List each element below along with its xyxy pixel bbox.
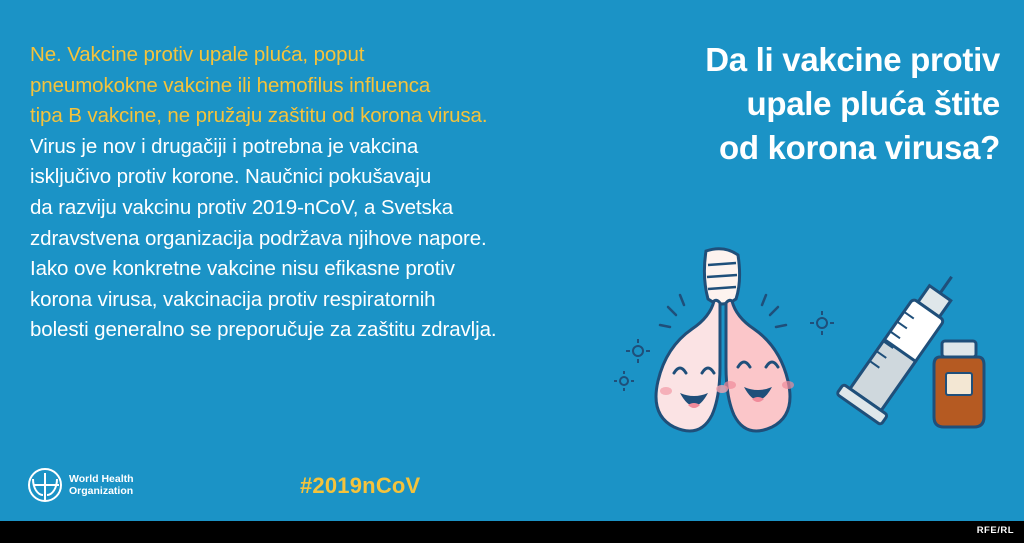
rferl-watermark: RFE/RL [976, 525, 1014, 536]
who-emblem-leaf-right [47, 479, 58, 496]
who-logo-line-1: World Health [69, 473, 134, 485]
body-line-highlight-3: tipa B vakcine, ne pružaju zaštitu od korona virusa. [30, 104, 488, 128]
body-line-highlight-2: pneumokokne vakcine ili hemofilus influenca [30, 73, 431, 97]
lungs-icon [656, 249, 794, 431]
virus-particle-icon [614, 311, 834, 391]
who-emblem-icon [28, 468, 62, 502]
who-logo-text [69, 473, 134, 497]
body-line-4: zdravstvena organizacija podržava njihove napore. [30, 226, 487, 250]
who-logo-line-2: Organization [69, 485, 134, 497]
medicine-bottle-icon [934, 341, 984, 427]
hashtag: #2019nCoV [300, 473, 421, 498]
body-line-5: Iako ove konkretne vakcine nisu efikasne protiv [30, 257, 455, 281]
headline [628, 38, 1000, 170]
body-line-7: bolesti generalno se preporučuje za zaštitu zdravlja. [30, 318, 497, 342]
body-copy [30, 40, 620, 346]
headline-line-2: upale pluća štite [746, 85, 1000, 122]
body-line-6: korona virusa, vakcinacija protiv respiratornih [30, 287, 436, 311]
body-line-2: isključivo protiv korone. Naučnici pokušavaju [30, 165, 432, 189]
headline-line-3: od korona virusa? [719, 129, 1000, 166]
body-line-1: Virus je nov i drugačiji i potrebna je vakcina [30, 134, 419, 158]
who-emblem-leaf-left [32, 479, 43, 496]
body-line-highlight-1: Ne. Vakcine protiv upale pluća, poput [30, 43, 365, 66]
smiling-lungs-syringe-medicine-illustration [610, 243, 1010, 463]
body-line-3: da razviju vakcinu protiv 2019-nCoV, a Svetska [30, 195, 454, 219]
who-logo [28, 468, 134, 502]
footer-bar [0, 521, 1024, 543]
headline-line-1: Da li vakcine protiv [705, 41, 1000, 78]
